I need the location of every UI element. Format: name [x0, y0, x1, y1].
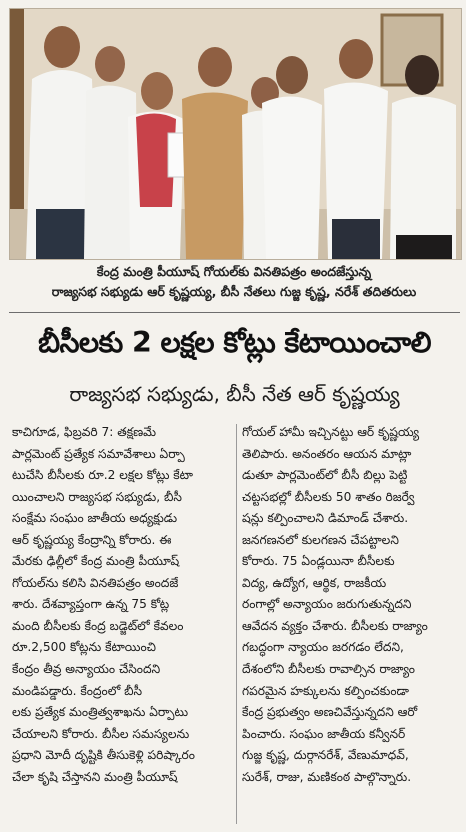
article-line: దేశంలోని బీసీలకు రావాల్సిన రాజ్యాం [242, 662, 415, 677]
article-line: గపరమైన హక్కులను కల్పించకుండా [242, 683, 409, 698]
article-line: గబద్ధంగా న్యాయం జరగడం లేదని, [242, 640, 404, 655]
article-line: గుజ్జ కృష్ణ, దుర్గానరేశ్, వేణుమాధవ్, [242, 748, 409, 763]
article-line: సంక్షేమ సంఘం జాతీయ అధ్యక్షుడు [12, 511, 178, 526]
article-line: కేంద్రం తీవ్ర అన్యాయం చేసిందని [12, 662, 161, 677]
article-line: రంగాల్లో అన్యాయం జరుగుతున్నదని [242, 597, 412, 612]
article-line: మండిపడ్డారు. కేంద్రంలో బీసీ [12, 683, 143, 698]
article-line: లకు ప్రత్యేక మంత్రిత్వశాఖను ఏర్పాటు [12, 705, 189, 720]
subheadline: రాజ్యసభ సభ్యుడు, బీసీ నేత ఆర్ కృష్ణయ్య [69, 382, 400, 406]
article-line: కోరారు. 75 ఏండ్లయినా బీసీలకు [242, 554, 395, 569]
article-column-right [242, 422, 460, 826]
article-line: పించారు. సంఘం జాతీయ కన్వీనర్ [242, 726, 406, 741]
photo-caption-line-2: రాజ్యసభ సభ్యుడు ఆర్ కృష్ణయ్య, బీసీ నేతలు గుజ్జ కృష్ణ, నరేశ్ తదితరులు [51, 284, 417, 299]
group-photo-illustration [10, 9, 461, 259]
article-line: కేంద్ర ప్రభుత్వం అణచివేస్తున్నదని ఆరో [242, 705, 418, 720]
news-photo [9, 8, 462, 260]
article-line: జనగణనలో కులగణన చేపట్టాలని [242, 532, 399, 547]
article-line: శారు. దేశవ్యాప్తంగా ఉన్న 75 కోట్ల [12, 597, 170, 612]
article-line: ఆవేదన వ్యక్తం చేశారు. బీసీలకు రాజ్యాం [242, 618, 428, 633]
article-line: ప్రధాని మోదీ దృష్టికి తీసుకెళ్లి పరిష్కారం [12, 748, 195, 763]
article-line: విద్య, ఉద్యోగ, ఆర్థిక, రాజకీయ [242, 575, 387, 590]
article-line: టుచేసి బీసీలకు రూ.2 లక్షల కోట్లు కేటా [12, 468, 193, 483]
article-line: మంది బీసీలకు కేంద్ర బడ్జెట్‌లో కేవలం [12, 618, 184, 633]
article-line: రూ.2,500 కోట్లను కేటాయించి [12, 640, 156, 655]
article-line: చేలా కృషి చేస్తానని మంత్రి పీయూష్ [12, 769, 178, 784]
headline: బీసీలకు 2 లక్షల కోట్లు కేటాయించాలి [38, 326, 431, 359]
article-line: షన్లు కల్పించాలని డిమాండ్ చేశారు. [242, 511, 409, 526]
divider-rule-top [9, 312, 460, 313]
article-line: పార్లమెంట్ ప్రత్యేక సమావేశాలు ఏర్పా [12, 446, 185, 461]
article-line: సురేశ్, రాజు, మణికంఠ పాల్గొన్నారు. [242, 769, 412, 784]
photo-caption-line-1: కేంద్ర మంత్రి పీయూష్ గోయల్‌కు వినతిపత్రం అందజేస్తున్న [96, 264, 372, 279]
article-column-left [12, 422, 232, 826]
photo-caption [14, 262, 454, 308]
column-divider [236, 424, 237, 824]
article-line: గోయల్ హామీ ఇచ్చినట్టు ఆర్ కృష్ణయ్య [242, 425, 420, 439]
article-line: మేరకు ఢిల్లీలో కేంద్ర మంత్రి పీయూష్ [12, 554, 180, 569]
article-line: చట్టసభల్లో బీసీలకు 50 శాతం రిజర్వే [242, 489, 415, 504]
article-line: గోయల్‌ను కలిసి వినతిపత్రం అందజే [12, 575, 179, 590]
article-line: యించాలని రాజ్యసభ సభ్యుడు, బీసీ [12, 489, 182, 504]
article-line: తెలిపారు. అనంతరం ఆయన మాట్లా [242, 446, 412, 461]
article-line: కాచిగూడ, ఫిబ్రవరి 7: తక్షణమే [12, 425, 157, 439]
article-line: చేయాలని కోరారు. బీసీల సమస్యలను [12, 726, 190, 741]
article-line: డుతూ పార్లమెంట్‌లో బీసీ బిల్లు పెట్టి [242, 468, 408, 483]
article-line: ఆర్ కృష్ణయ్య కేంద్రాన్ని కోరారు. ఈ [12, 532, 172, 547]
